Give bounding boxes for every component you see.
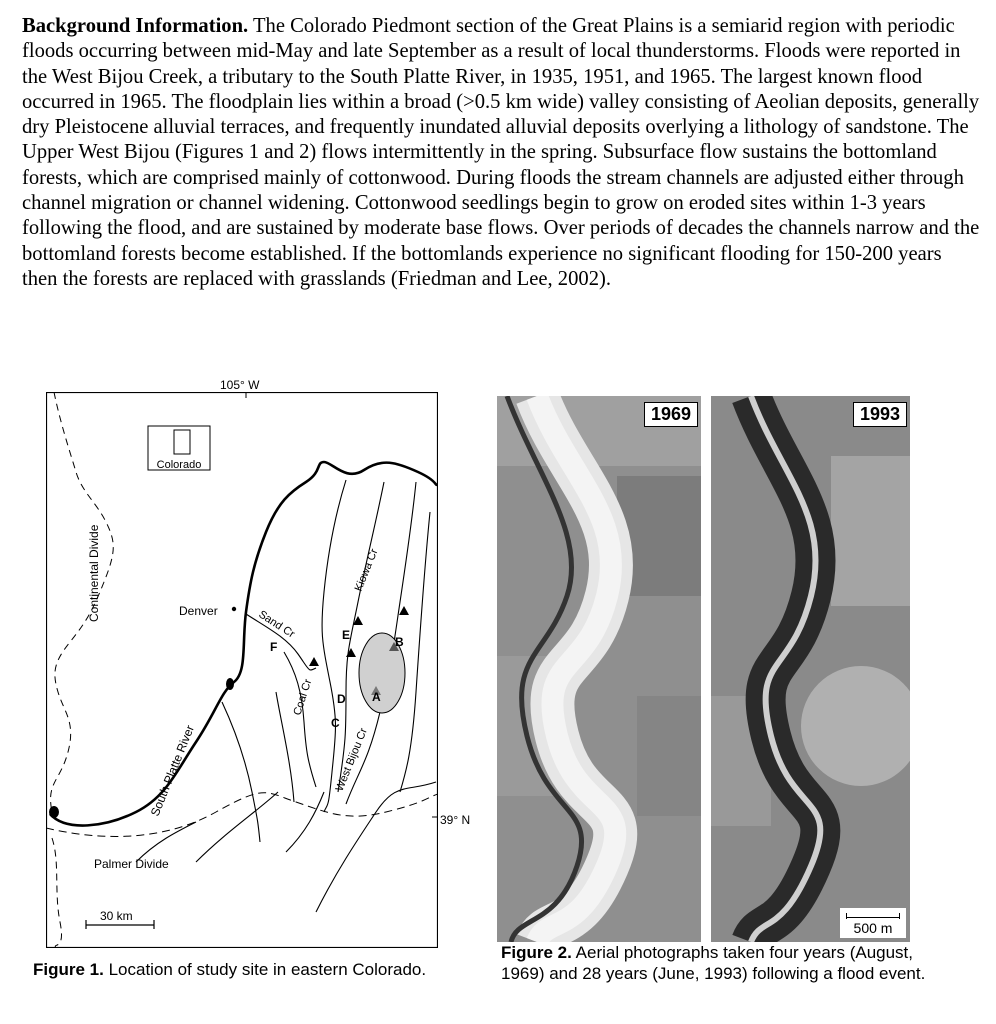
- figure1-caption-label: Figure 1.: [33, 960, 104, 979]
- year-badge-1969: 1969: [644, 402, 698, 427]
- scale-label: 30 km: [100, 909, 133, 923]
- figure2-caption: [501, 942, 941, 984]
- coal-creek-label: Coal Cr: [291, 677, 315, 717]
- inset-label: Colorado: [156, 459, 202, 471]
- minor-creek-5: [316, 782, 436, 912]
- figure2-caption-text: Aerial photographs taken four years (August, 1969) and 28 years (June, 1993) following a flood event.: [501, 943, 926, 983]
- aerial-photo-1993-art: [711, 396, 910, 942]
- aerial-photo-1969-art: [497, 396, 701, 942]
- inset-colorado-shape: [174, 430, 190, 454]
- site-label-d: D: [337, 692, 346, 706]
- site-label-c: C: [331, 716, 340, 730]
- figure1-caption: [33, 959, 433, 980]
- year-badge-1993: 1993: [853, 402, 907, 427]
- latitude-label-svg: [438, 808, 488, 830]
- palmer-divide-line: [46, 793, 438, 837]
- kiowa-creek-label: Kiowa Cr: [352, 547, 381, 594]
- figure1-caption-text: Location of study site in eastern Colorado.: [103, 960, 427, 979]
- minor-creek-1: [222, 702, 260, 842]
- background-heading: Background Information.: [22, 15, 249, 37]
- coal-creek-line: [284, 652, 316, 787]
- background-paragraph: [22, 14, 980, 292]
- reservoir-1: [226, 678, 234, 690]
- reservoir-2: [49, 806, 59, 818]
- palmer-divide-label: Palmer Divide: [94, 857, 169, 871]
- south-platte-label: South Platte River: [147, 723, 198, 819]
- longitude-label-svg: [210, 372, 280, 394]
- site-label-e: E: [342, 628, 351, 642]
- aerial-photo-1969: [497, 396, 701, 942]
- denver-dot: [232, 607, 236, 611]
- aerial-photo-1993: [711, 396, 910, 942]
- denver-label: Denver: [179, 604, 218, 618]
- site-triangle-d: [346, 648, 356, 657]
- site-label-b: B: [395, 635, 404, 649]
- site-label-a: A: [372, 690, 381, 704]
- photo-scale-bar: [840, 908, 906, 938]
- divide-south-line: [52, 838, 62, 948]
- site-triangle-b-upper: [399, 606, 409, 615]
- continental-divide-line: [51, 392, 114, 812]
- west-bijou-label: West Bijou Cr: [333, 726, 370, 794]
- minor-creek-6: [136, 822, 196, 862]
- background-text: The Colorado Piedmont section of the Great Plains is a semiarid region with periodic floods occurring between mid-May and late September as a result of local thunderstorms. Floods were reported in the West Bijou Creek, a tributary to the South Platte River, in 1935, 1951, and 1965. The largest known flood occurred in 1965. The floodplain lies within a broad (>0.5 km wide) valley consisting of Aeolian deposits, generally dry Pleistocene alluvial terraces, and frequently inundated alluvial deposits overlying a lithology of sandstone. The Upper West Bijou (Figures 1 and 2) flows intermittently in the spring. Subsurface flow sustains the bottomland forests, which are comprised mainly of cottonwood. During floods the stream channels are adjusted either through channel migration or channel widening. Cottonwood seedlings begin to grow on eroded sites within 1-3 years following the flood, and are sustained by moderate base flows. Over periods of decades the channels narrow and the bottomland forests become established. If the bottomlands experience no significant flooding for 150-200 years then the forests are replaced with grasslands (Friedman and Lee, 2002).: [22, 15, 980, 290]
- figure1-map: [46, 392, 438, 948]
- site-label-f: F: [270, 640, 278, 654]
- minor-creek-2: [276, 692, 294, 802]
- minor-creek-3: [196, 792, 278, 862]
- latitude-label: 39° N: [440, 813, 471, 827]
- sand-creek-label: Sand Cr: [256, 608, 297, 641]
- longitude-label: 105° W: [220, 378, 260, 392]
- photo-scale-label: 500 m: [853, 920, 893, 936]
- east-creek-line: [400, 512, 430, 792]
- continental-divide-label: Continental Divide: [87, 524, 101, 622]
- site-triangle-f: [309, 657, 319, 666]
- map-svg: [46, 392, 438, 948]
- figure2-caption-label: Figure 2.: [501, 943, 572, 962]
- minor-creek-4: [286, 792, 324, 852]
